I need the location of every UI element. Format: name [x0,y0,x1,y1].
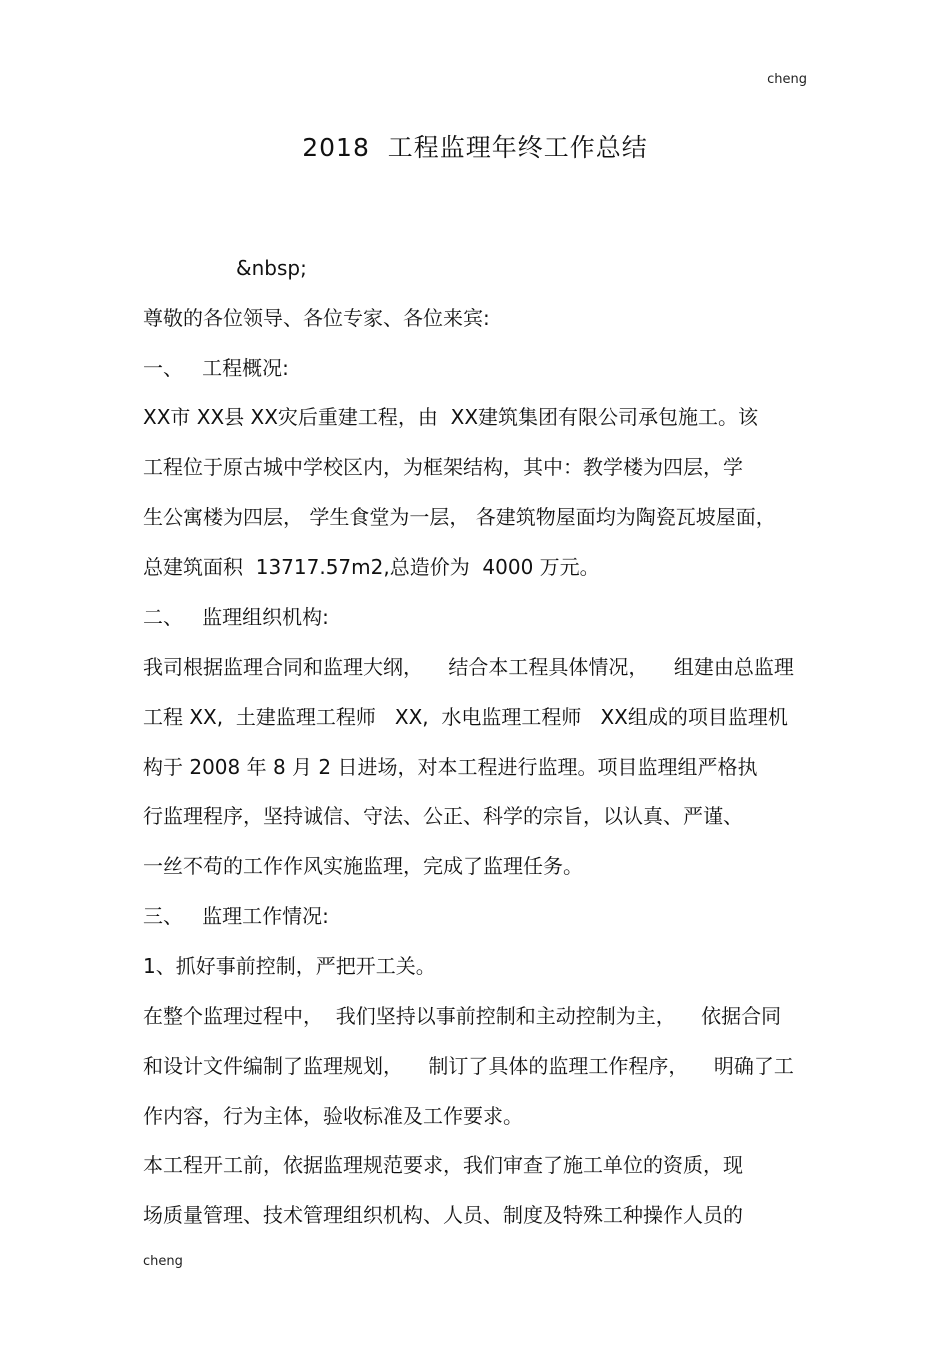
body-line: 1、抓好事前控制，严把开工关。 [143,954,436,978]
body-line: 三、 监理工作情况: [143,904,329,928]
body-line: 本工程开工前，依据监理规范要求，我们审查了施工单位的资质，现 [143,1153,743,1177]
body-line: 在整个监理过程中， 我们坚持以事前控制和主动控制为主， 依据合同 [143,1004,782,1028]
body-line: 构于 2008 年 8 月 2 日进场，对本工程进行监理。项目监理组严格执 [143,755,758,779]
body-line: 工程位于原古城中学校区内，为框架结构，其中：教学楼为四层，学 [143,455,743,479]
header-mark: cheng [767,72,807,87]
body-line: 一丝不苟的工作作风实施监理，完成了监理任务。 [143,854,583,878]
body-line: 和设计文件编制了监理规划， 制订了具体的监理工作程序， 明确了工 [143,1054,794,1078]
footer-mark: cheng [143,1254,183,1269]
body-line: 总建筑面积 13717.57m2,总造价为 4000 万元。 [143,555,600,579]
body-line: 作内容，行为主体，验收标准及工作要求。 [143,1104,523,1128]
body-line: 行监理程序，坚持诚信、守法、公正、科学的宗旨，以认真、严谨、 [143,804,743,828]
body-line: 场质量管理、技术管理组织机构、人员、制度及特殊工种操作人员的 [143,1203,743,1227]
page-title: 2018 工程监理年终工作总结 [302,133,648,162]
body-line: &nbsp; [236,256,307,280]
body-line: 二、 监理组织机构: [143,605,329,629]
body-line: 我司根据监理合同和监理大纲， 结合本工程具体情况， 组建由总监理 [143,655,794,679]
body-line: 一、 工程概况: [143,356,289,380]
body-line: 尊敬的各位领导、各位专家、各位来宾: [143,306,490,330]
body-line: 工程 XX, 土建监理工程师 XX, 水电监理工程师 XX组成的项目监理机 [143,705,788,729]
body-line: XX市 XX县 XX灾后重建工程，由 XX建筑集团有限公司承包施工。该 [143,405,759,429]
body-line: 生公寓楼为四层， 学生食堂为一层， 各建筑物屋面均为陶瓷瓦坡屋面， [143,505,776,529]
